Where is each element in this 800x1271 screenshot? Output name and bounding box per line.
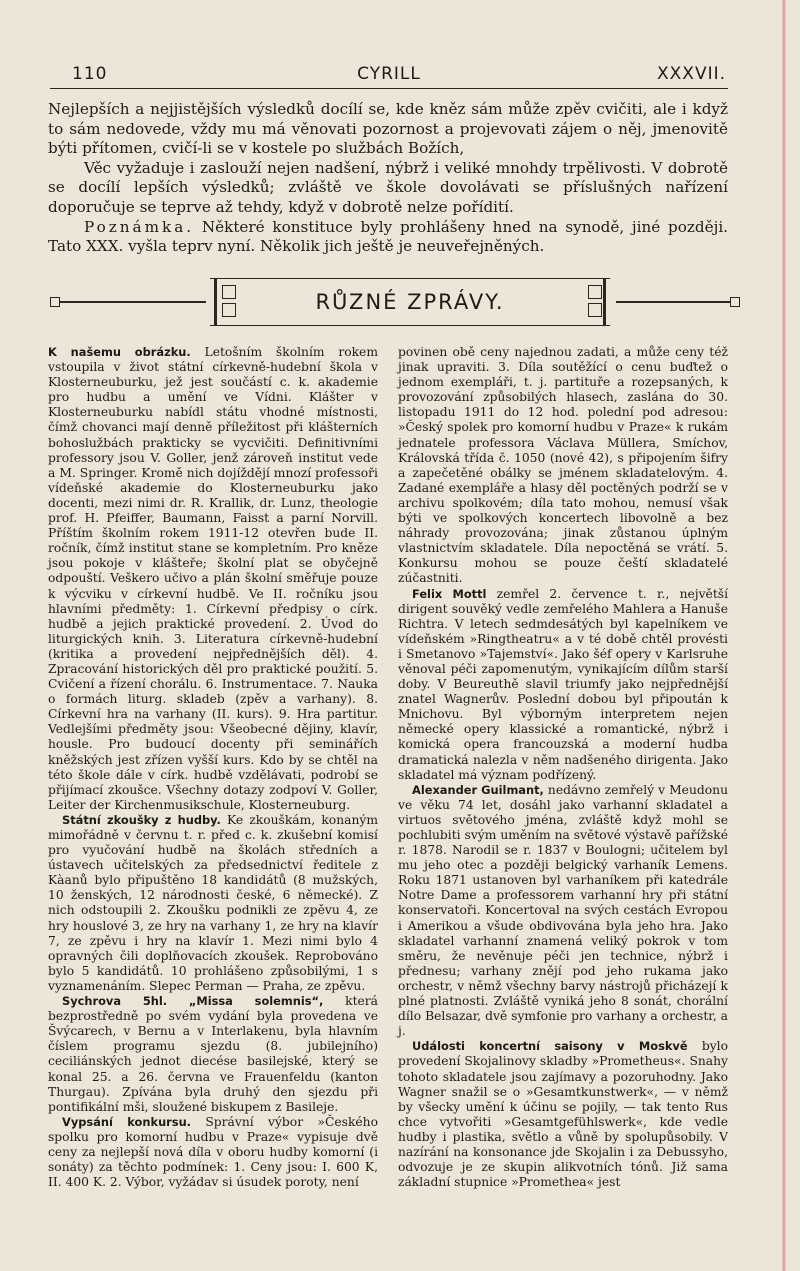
right-column [398, 345, 728, 1190]
news-text: nedávno zemřelý v Meudonu ve věku 74 let, dosáhl jako varhanní skladatel a virtuos světového jména, zvláště když mohl se pochlubiti svým uměním na světové výstavě pařížské r. 1878. Narodil se r. 1837 v Boulogni; učitelem byl mu jeho otec a později belgický varhaník Lemens. Roku 1871 ustanoven byl varhaníkem při katedrále Notre Dame a professorem varhanní hry při státní konservatoři. Koncertoval na svých cestách Evropou i Amerikou a všude obdivována byla jeho hra. Jako skladatel varhanní znamená veliký pokrok v tom směru, že nevěnuje péči jen technice, nýbrž i přednesu; varhany znějí pod jeho rukama jako orchestr, v němž všechny barvy nástrojů přicházejí k plné platnosti. Zvláště vyniká jeho 8 sonát, chorální dílo Belsazar, dvě symfonie pro varhany a orchestr, a j. [398, 782, 728, 1039]
news-heading: Alexander Guilmant, [412, 782, 544, 797]
intro-note [48, 218, 728, 257]
volume-number: XXXVII. [657, 64, 726, 84]
left-column [48, 345, 378, 1190]
news-text: která bezprostředně po svém vydání byla provedena ve Švýcarech, v Bernu a v Interlakenu, byla hlavním číslem programu sjezdu (8. jubilejního) ceciliánských jednot diecése basilejské, který se konal 25. a 26. června ve Frauenfeldu (kanton Thurgau). Zpívána byla druhý den sjezdu při pontifikální mši, sloužené biskupem z Basileje. [48, 994, 378, 1114]
news-item [398, 783, 728, 1040]
running-header [50, 58, 728, 89]
news-heading: Felix Mottl [412, 586, 487, 601]
banner-end-box-left [50, 297, 60, 307]
banner-ornament-right [576, 279, 610, 325]
news-heading: Státní zkoušky z hudby. [62, 812, 221, 827]
news-item [48, 345, 378, 813]
page-number: 110 [72, 64, 108, 84]
news-heading: K našemu obrázku. [48, 345, 191, 359]
banner-rule-left [60, 301, 206, 303]
note-text: Některé konstituce byly prohlášeny hned na synodě, jiné později. Tato XXX. vyšla teprv nyní. Několik jich ještě je neuveřejněných. [48, 217, 728, 256]
news-item [398, 587, 728, 783]
news-text: zemřel 2. července t. r., největší dirigent souvěký vedle zemřelého Mahlera a Hanuše Richtra. V letech sedmdesátých byl kapelníkem ve vídeňském »Ringtheatru« a v té době chtěl provésti i Smetanovo »Tajemství«. Jako šéf opery v Karlsruhe věnoval péči zapomenutým, vynikajícím dílům starší doby. V Beureuthě slavil triumfy jako nejpřednější znatel Wagnerův. Poslední dobou byl připoután k Mnichovu. Byl výborným interpretem nejen německé opery klassické a romantické, nýbrž i komická opera francouzská a moderní hudba dramatická nalezla v něm nadšeného dirigenta. Jako skladatel má význam podřízený. [398, 586, 729, 782]
note-label: Poznámka. [84, 217, 195, 236]
page-edge [782, 0, 786, 1271]
news-item-continued: povinen obě ceny najednou zadati, a může ceny též jinak upraviti. 3. Díla soutěžící o cenu buďtež o jednom exempláři, t. j. partituře a rozepsaných, k provozování způsobilých hlasech, zaslána do 30. listopadu 1911 do 12 hod. polední pod adresou: »Český spolek pro komorní hudbu v Praze« k rukám jednatele professora Václava Müllera, Smíchov, Královská třída č. 1050 (nové 42), s připojením šifry a zapečetěné obálky se jménem skladatelovým. 4. Zadané exempláře a hlasy děl poctěných podrží se v archivu spolkovém; díla tato mohou, nemusí však býti ve spolkových koncertech libovolně a bez náhrady provozována; jinak zůstanou úplným vlastnictvím skladatele. Díla nepoctěná se vrátí. 5. Konkursu mohou se pouze čeští skladatelé zúčastniti. [398, 345, 728, 586]
news-text: Ke zkouškám, konaným mimořádně v červnu t. r. před c. k. zkušební komisí pro vyučování hudbě na školách středních a ústavech učitelských za předsednictví ředitele z Kàanů bylo připuštěno 18 kandidátů (8 mužských, 10 ženských, 12 národnosti české, 6 německé). Z nich odstoupili 2. Zkoušku podnikli ze zpěvu 4, ze hry houslové 3, ze hry na varhany 1, ze hry na klavír 7, ze zpěvu i hry na klavír 1. Mezi nimi bylo 4 opravných čili doplňovacích zkoušek. Reprobováno bylo 5 kandidátů. 10 prohlášeno způsobilými, 1 s vyznamenáním. Slepec Perman — Praha, ze zpěvu. [48, 812, 378, 993]
news-item [398, 1039, 728, 1190]
intro-text [48, 100, 728, 257]
news-item [48, 813, 378, 994]
news-item [48, 1115, 378, 1190]
banner-title-box [210, 278, 610, 326]
intro-paragraph-2: Věc vyžaduje i zaslouží nejen nadšení, nýbrž i veliké mnohdy trpělivosti. V dobrotě se docílí lepších výsledků; zvláště ve škole dovolávati se příslušných nařízení doporučuje se teprve až tehdy, když v dobrotě nelze pořídití. [48, 158, 728, 216]
intro-paragraph-1: Nejlepších a nejjistějších výsledků docílí se, kde kněz sám může zpěv cvičiti, ale i když to sám nedovede, vždy mu má věnovati pozornost a projevovati zájem o něj, jmenovitě býti přítomen, cvičí-li se v kostele po službách Božích, [48, 100, 728, 158]
banner-rule-right [616, 301, 732, 303]
news-text: bylo provedení Skojalinovy skladby »Prometheus«. Snahy tohoto skladatele jsou zajímavy a pozoruhodny. Jako Wagner snažil se o »Gesamtkunstwerk«, — v němž by všecky umění k účinu se pojily, — tak tento Rus chce vytvořiti »Gesamtgefühlswerk«, kde vedle hudby i plastika, světlo a vůně by spolupůsobily. V nazírání na konsonance jde Skojalin i za Debussyho, odvozuje je ze skupin alikvotních tónů. Již sama základní stupnice »Promethea« jest [398, 1039, 728, 1190]
news-text: Letošním školním rokem vstoupila v život státní církevně-hudební škola v Klosterneuburku, jež jest součástí c. k. akademie pro hudbu a umění ve Vídni. Klášter v Klosterneuburku nabídl státu vhodné místnosti, čímž chovanci mají denně příležitost při klášterních bohoslužbách prakticky se vycvičiti. Definitivními professory jsou V. Goller, jenž zároveň institut vede a M. Springer. Kromě nich dojíždějí mnozí professoři vídeňské akademie do Klosterneuburku jako docenti, mezi nimi dr. R. Krallik, dr. Lunz, theologie prof. H. Pfeiffer, Baumann, Faisst a parní Norvill. Příštím školním rokem 1911-12 otevřen bude II. ročník, čímž institut stane se kompletním. Pro kněze jsou pokoje v klášteře; školní plat se obyčejně odpouští. Veškero učivo a plán školní směřuje pouze k výcviku v církevní hudbě. Ve II. ročníku jsou hlavními předměty: 1. Církevní předpisy o círk. hudbě a jejich praktické provedení. 2. Úvod do liturgických knih. 3. Literatura církevně-hudební (kritika a provedení nejpřednějších děl). 4. Zpracování historických děl pro praktické použití. 5. Cvičení a řízení chorálu. 6. Instrumentace. 7. Nauka o formách liturg. skladeb (zpěv a varhany). 8. Církevní hra na varhany (II. kurs). 9. Hra partitur. Vedlejšími předměty jsou: Všeobecné dějiny, klavír, housle. Pro budoucí docenty při seminářích kněžských jest zřízen vyšší kurs. Kdo by se chtěl na této škole dále v círk. hudbě vzdělávati, podrobí se přijímací zkoušce. Všechny dotazy zodpoví V. Goller, Leiter der Kirchenmusikschule, Klosterneuburg. [48, 345, 378, 812]
news-item [48, 994, 378, 1115]
section-title: RŮZNÉ ZPRÁVY. [315, 290, 505, 314]
journal-title: CYRILL [357, 64, 421, 84]
banner-end-box-right [730, 297, 740, 307]
news-heading: Události koncertní saisony v Moskvě [412, 1039, 688, 1054]
news-heading: Sychrova 5hl. „Missa solemnis“, [62, 994, 324, 1009]
news-text: Správní výbor »Českého spolku pro komorní hudbu v Praze« vypisuje dvě ceny za nejlepší nová díla v oboru hudby komorní (i sonáty) za těchto podmínek: 1. Ceny jsou: I. 600 K, II. 400 K. 2. Výbor, vyžádav si úsudek poroty, není [48, 1114, 379, 1190]
news-heading: Vypsání konkursu. [62, 1114, 192, 1129]
section-banner [50, 272, 740, 332]
banner-ornament-left [210, 279, 244, 325]
